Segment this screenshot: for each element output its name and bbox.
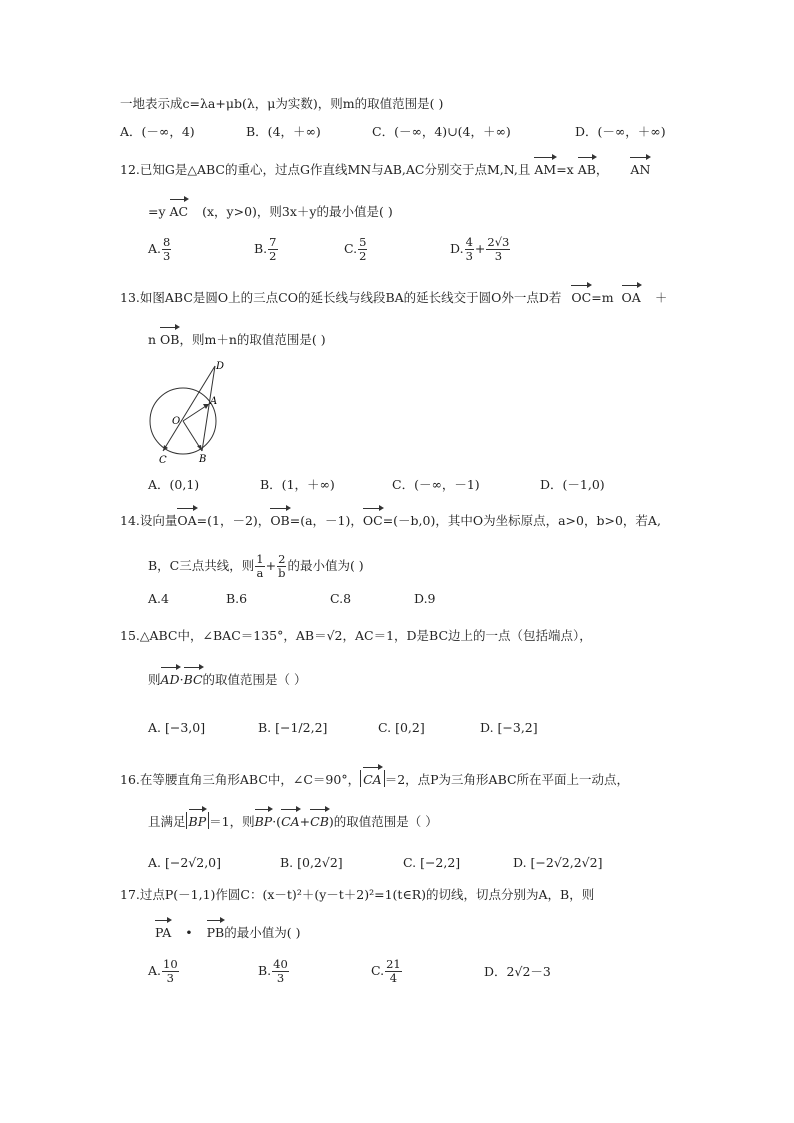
q11-option-c: C．(－∞，4)∪(4，＋∞) [372, 124, 511, 139]
q11-stem: 一地表示成c=λa+μb(λ，μ为实数)，则m的取值范围是( ) [120, 96, 444, 111]
vector-oa: OA [621, 290, 641, 305]
q15-stem-line2: 则AD·BC的取值范围是（ ） [148, 672, 307, 687]
q17-option-d: D．2√2－3 [484, 964, 551, 979]
vector-ca-2: CA [281, 814, 300, 829]
q12-option-d: D. $\frac{4}{3}$ + $\frac{2√3}{3}$ [450, 235, 510, 263]
vector-pa: PA [155, 925, 172, 940]
q11-option-d: D．(－∞，＋∞) [575, 124, 666, 139]
q11-option-a: A．(－∞，4) [120, 124, 195, 139]
vector-ad: AD [160, 672, 180, 687]
vector-ob: OB [160, 332, 180, 347]
vector-bp: BP [188, 814, 207, 829]
q14-stem-line1: 14.设向量OA=(1，－2)，OB=(a，－1)，OC=(－b,0)，其中O为坐标原点，a>0，b>0，若A, [120, 513, 661, 528]
q16-stem-line2: 且满足 BP ＝1，则BP·(CA+CB)的取值范围是（ ） [148, 814, 438, 829]
q16-option-c: C. [−2,2] [403, 855, 461, 870]
q15-option-b: B. [−1/2,2] [258, 720, 328, 735]
q14-option-a: A.4 [148, 591, 169, 606]
vector-ob: OB [270, 513, 290, 528]
q13-option-b: B．(1，＋∞) [260, 477, 335, 492]
q17-stem-line1: 17.过点P(－1,1)作圆C：(x－t)²＋(y－t＋2)²=1(t∈R)的切线，切点分别为A，B，则 [120, 887, 595, 902]
q17-option-c: C. $\frac{21}{4}$ [371, 957, 401, 985]
q12-stem-line2: =y AC (x，y>0)，则3x＋y的最小值是( ) [148, 204, 393, 219]
q16-option-a: A. [−2√2,0] [148, 855, 221, 870]
q15-option-c: C. [0,2] [378, 720, 425, 735]
label-o: O [172, 416, 181, 427]
q15-stem-line1: 15.△ABC中，∠BAC＝135°，AB＝√2，AC＝1，D是BC边上的一点（包括端点）， [120, 628, 592, 643]
vector-ac: AC [169, 204, 189, 219]
q14-stem-line2: B，C三点共线，则 $\frac{1}{a}$ + $\frac{2}{b}$ 的最小值为( ) [148, 552, 364, 580]
q13-option-a: A．(0,1) [148, 477, 200, 492]
q13-option-d: D．(－1,0) [540, 477, 605, 492]
q14-option-d: D.9 [414, 591, 436, 606]
vector-an: AN [630, 162, 651, 177]
q17-stem-line2: PA • PB的最小值为( ) [155, 925, 301, 940]
q11-option-b: B．(4，＋∞) [246, 124, 321, 139]
label-b: B [199, 454, 207, 465]
label-c: C [159, 455, 167, 466]
q16-stem-line1: 16.在等腰直角三角形ABC中，∠C＝90°， CA ＝2，点P为三角形ABC所在平面上一动点， [120, 772, 630, 787]
label-d: D [216, 361, 225, 372]
q13-stem-line1: 13.如图ABC是圆O上的三点CO的延长线与线段BA的延长线交于圆O外一点D若 OC=m OA ＋ [120, 290, 668, 305]
vector-oc: OC [571, 290, 592, 305]
circle-figure [145, 358, 235, 468]
q12-option-b: B. $\frac{7}{2}$ [254, 235, 277, 263]
q12-option-a: A. $\frac{8}{3}$ [148, 235, 171, 263]
vector-oa: OA [177, 513, 197, 528]
q12-option-c: C. $\frac{5}{2}$ [344, 235, 367, 263]
q13-option-c: C．(－∞，－1) [392, 477, 480, 492]
vector-bp-2: BP [254, 814, 273, 829]
q16-option-b: B. [0,2√2] [280, 855, 343, 870]
q15-option-d: D. [−3,2] [480, 720, 538, 735]
line-cd [163, 366, 218, 451]
label-a: A [210, 396, 218, 407]
vector-oc: OC [362, 513, 383, 528]
q14-option-b: B.6 [226, 591, 248, 606]
q14-option-c: C.8 [330, 591, 352, 606]
q15-option-a: A. [−3,0] [148, 720, 206, 735]
vector-ab: AB [577, 162, 596, 177]
q12-stem-line1: 12.已知G是△ABC的重心，过点G作直线MN与AB,AC分别交于点M,N,且 AM=x AB， AN [120, 162, 651, 177]
q13-stem-line2: n OB，则m＋n的取值范围是( ) [148, 332, 326, 347]
vector-am: AM [534, 162, 557, 177]
vector-pb: PB [206, 925, 225, 940]
q17-option-b: B. $\frac{40}{3}$ [258, 957, 288, 985]
q16-option-d: D. [−2√2,2√2] [513, 855, 603, 870]
q17-option-a: A. $\frac{10}{3}$ [148, 957, 178, 985]
vector-ca: CA [363, 772, 382, 787]
vector-cb: CB [310, 814, 329, 829]
vector-bc: BC [183, 672, 203, 687]
